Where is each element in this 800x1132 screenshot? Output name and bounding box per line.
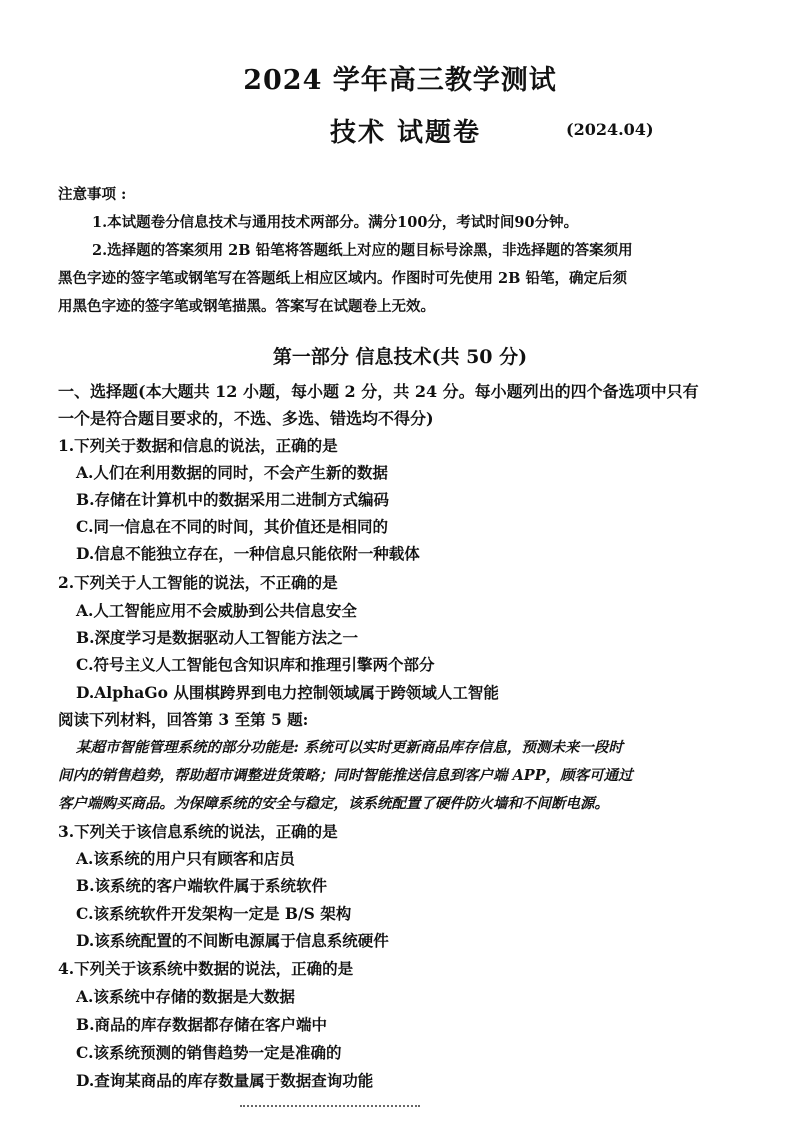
reading-prompt: 阅读下列材料，回答第 3 至第 5 题:: [58, 710, 309, 729]
question-2-stem: 2.下列关于人工智能的说法，不正确的是: [58, 573, 338, 592]
question-4-option-d: D.查询某商品的库存数量属于数据查询功能: [76, 1071, 374, 1090]
exam-title: 2024 学年高三教学测试: [243, 65, 557, 96]
question-3-option-a: A.该系统的用户只有顾客和店员: [76, 849, 295, 868]
exam-date: (2024.04): [566, 120, 654, 139]
question-1-option-b: B.存储在计算机中的数据采用二进制方式编码: [76, 490, 389, 509]
notice-line-1: 1.本试题卷分信息技术与通用技术两部分。满分100分，考试时间90分钟。: [92, 214, 579, 231]
reading-material-3: 客户端购买商品。为保障系统的安全与稳定，该系统配置了硬件防火墙和不间断电源。: [58, 795, 609, 812]
question-4-stem: 4.下列关于该系统中数据的说法，正确的是: [58, 959, 354, 978]
question-1-option-d: D.信息不能独立存在，一种信息只能依附一种载体: [76, 544, 420, 563]
reading-material-2: 间内的销售趋势，帮助超市调整进货策略；同时智能推送信息到客户端 APP，顾客可通过: [58, 767, 633, 784]
question-3-option-b: B.该系统的客户端软件属于系统软件: [76, 876, 327, 895]
question-3-stem: 3.下列关于该信息系统的说法，正确的是: [58, 822, 338, 841]
section-heading: 第一部分 信息技术(共 50 分): [272, 346, 528, 368]
question-1-option-c: C.同一信息在不同的时间，其价值还是相同的: [76, 517, 388, 536]
question-2-option-d: D.AlphaGo 从围棋跨界到电力控制领域属于跨领域人工智能: [76, 683, 499, 702]
question-1-option-a: A.人们在利用数据的同时，不会产生新的数据: [76, 463, 388, 482]
question-2-option-c: C.符号主义人工智能包含知识库和推理引擎两个部分: [76, 655, 435, 674]
question-4-option-c: C.该系统预测的销售趋势一定是准确的: [76, 1043, 342, 1062]
question-2-option-a: A.人工智能应用不会威胁到公共信息安全: [76, 601, 357, 620]
question-1-stem: 1.下列关于数据和信息的说法，正确的是: [58, 436, 338, 455]
question-4-option-a: A.该系统中存储的数据是大数据: [76, 987, 295, 1006]
section-instructions-1: 一、选择题(本大题共 12 小题，每小题 2 分，共 24 分。每小题列出的四个备选项中只有: [58, 382, 699, 401]
notice-line-3: 黑色字迹的签字笔或钢笔写在答题纸上相应区域内。作图时可先使用 2B 铅笔，确定后须: [58, 270, 627, 287]
notice-heading: 注意事项 :: [58, 186, 127, 203]
reading-material-1: 某超市智能管理系统的部分功能是: 系统可以实时更新商品库存信息，预测未来一段时: [76, 739, 623, 756]
footer-cut-off-text: [240, 1105, 420, 1117]
section-instructions-2: 一个是符合题目要求的，不选、多选、错选均不得分): [58, 409, 434, 428]
question-4-option-b: B.商品的库存数据都存储在客户端中: [76, 1015, 327, 1034]
question-3-option-c: C.该系统软件开发架构一定是 B/S 架构: [76, 904, 352, 923]
question-2-option-b: B.深度学习是数据驱动人工智能方法之一: [76, 628, 358, 647]
question-3-option-d: D.该系统配置的不间断电源属于信息系统硬件: [76, 931, 389, 950]
notice-line-4: 用黑色字迹的签字笔或钢笔描黑。答案写在试题卷上无效。: [58, 298, 435, 315]
notice-line-2: 2.选择题的答案须用 2B 铅笔将答题纸上对应的题目标号涂黑，非选择题的答案须用: [92, 242, 633, 259]
exam-subtitle: 技术 试题卷: [330, 118, 482, 148]
